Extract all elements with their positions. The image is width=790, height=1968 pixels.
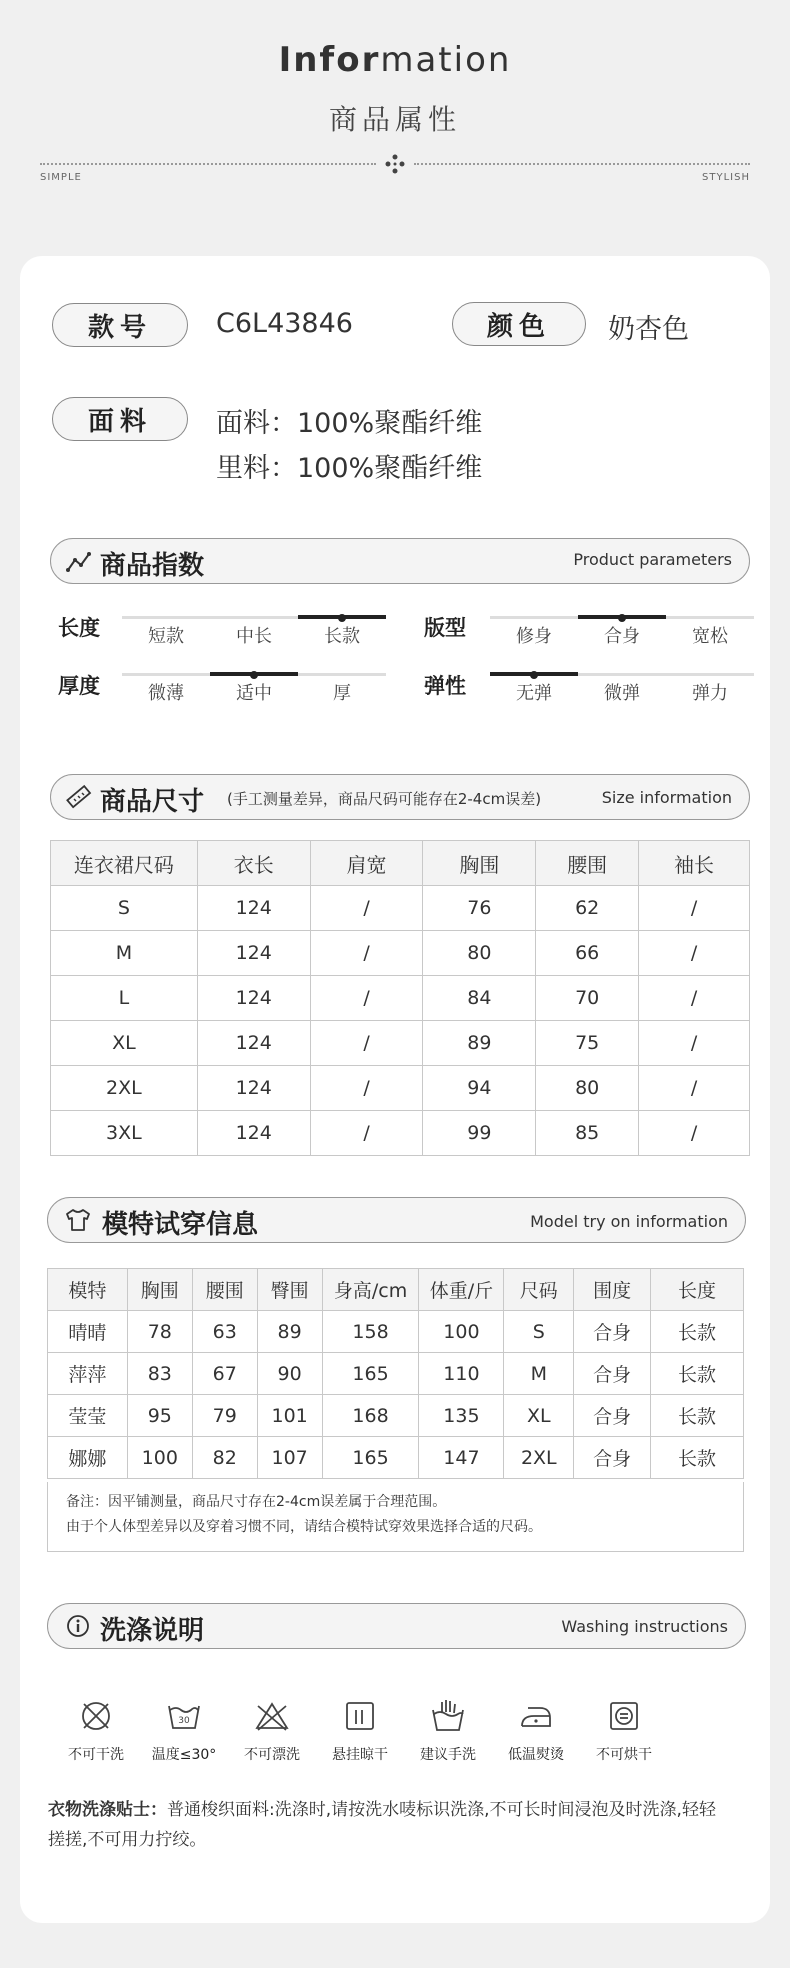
header-title-rest: mation — [380, 40, 512, 80]
param-marker — [338, 614, 346, 622]
washing-tip — [48, 1795, 758, 1855]
table-cell: 165 — [322, 1437, 419, 1479]
table-cell: 66 — [536, 931, 639, 976]
table-cell: / — [310, 976, 423, 1021]
header-left-tag: SIMPLE — [40, 172, 82, 183]
table-header-cell: 尺码 — [504, 1269, 574, 1311]
table-cell: 95 — [127, 1395, 192, 1437]
table-row — [48, 1395, 744, 1437]
table-cell: 76 — [423, 886, 536, 931]
style-no-label: 款号 — [52, 303, 188, 347]
size-title: 商品尺寸 — [100, 787, 205, 817]
color-value: 奶杏色 — [608, 314, 689, 345]
table-cell: 合身 — [574, 1395, 651, 1437]
header-title — [0, 40, 790, 80]
param-option: 弹力 — [692, 683, 728, 704]
table-header-cell: 围度 — [574, 1269, 651, 1311]
table-cell: 2XL — [51, 1066, 198, 1111]
low-iron-icon — [516, 1696, 556, 1736]
washing-item — [316, 1696, 404, 1764]
table-cell: 萍萍 — [48, 1353, 128, 1395]
table-cell: 80 — [536, 1066, 639, 1111]
table-header-cell: 胸围 — [127, 1269, 192, 1311]
table-cell: 长款 — [651, 1437, 744, 1479]
param-option: 厚 — [333, 683, 351, 704]
table-cell: 合身 — [574, 1353, 651, 1395]
washing-item — [228, 1696, 316, 1764]
table-cell: XL — [51, 1021, 198, 1066]
size-en: Size information — [601, 788, 732, 807]
washing-item-label: 不可漂洗 — [244, 1747, 300, 1763]
table-cell: / — [639, 1066, 750, 1111]
table-cell: 124 — [197, 1021, 310, 1066]
table-header-cell: 腰围 — [192, 1269, 257, 1311]
params-title: 商品指数 — [100, 551, 205, 581]
table-cell: 147 — [419, 1437, 504, 1479]
table-cell: 2XL — [504, 1437, 574, 1479]
model-notes — [47, 1482, 744, 1552]
info-icon — [66, 1614, 90, 1638]
hand-wash-icon — [428, 1696, 468, 1736]
table-cell: / — [639, 1111, 750, 1156]
table-row — [48, 1353, 744, 1395]
table-cell: 75 — [536, 1021, 639, 1066]
table-cell: 长款 — [651, 1353, 744, 1395]
table-cell: 63 — [192, 1311, 257, 1353]
shirt-icon — [64, 1208, 92, 1232]
washing-title: 洗涤说明 — [100, 1616, 205, 1646]
table-cell: XL — [504, 1395, 574, 1437]
table-cell: 124 — [197, 1111, 310, 1156]
table-cell: 84 — [423, 976, 536, 1021]
washing-item-label: 温度≤30° — [151, 1747, 217, 1763]
param-option: 短款 — [148, 626, 184, 647]
table-cell: 67 — [192, 1353, 257, 1395]
model-note-1: 备注：因平铺测量，商品尺寸存在2-4cm误差属于合理范围。 — [66, 1494, 447, 1510]
header-right-tag: STYLISH — [702, 172, 750, 183]
fabric-label: 面料 — [52, 397, 188, 441]
washing-item-label: 不可干洗 — [68, 1747, 124, 1763]
table-header-cell: 长度 — [651, 1269, 744, 1311]
table-row — [48, 1437, 744, 1479]
model-table — [47, 1268, 744, 1479]
param-label: 厚度 — [58, 674, 100, 698]
table-cell: 99 — [423, 1111, 536, 1156]
wash-30-icon — [164, 1696, 204, 1736]
table-cell: / — [310, 1021, 423, 1066]
size-note: (手工测量差异，商品尺码可能存在2-4cm误差) — [227, 790, 542, 808]
table-cell: S — [504, 1311, 574, 1353]
table-cell: S — [51, 886, 198, 931]
table-cell: 101 — [257, 1395, 322, 1437]
divider-left — [40, 163, 376, 165]
param-option: 微薄 — [148, 683, 184, 704]
param-label: 版型 — [424, 616, 466, 640]
table-cell: 合身 — [574, 1311, 651, 1353]
table-header-cell: 臀围 — [257, 1269, 322, 1311]
table-row — [51, 1111, 750, 1156]
model-note-2: 由于个人体型差异以及穿着习惯不同，请结合模特试穿效果选择合适的尺码。 — [66, 1519, 542, 1535]
table-row — [51, 976, 750, 1021]
fabric-lining: 里料：100%聚酯纤维 — [216, 453, 483, 484]
table-cell: / — [639, 976, 750, 1021]
ornament-icon — [383, 152, 407, 176]
table-cell: 晴晴 — [48, 1311, 128, 1353]
table-cell: 85 — [536, 1111, 639, 1156]
fabric-outer: 面料：100%聚酯纤维 — [216, 408, 483, 439]
param-option: 中长 — [236, 626, 272, 647]
table-cell: M — [51, 931, 198, 976]
svg-text:30: 30 — [178, 1716, 190, 1726]
ruler-icon — [66, 784, 92, 810]
table-cell: L — [51, 976, 198, 1021]
table-cell: 100 — [419, 1311, 504, 1353]
table-cell: 89 — [257, 1311, 322, 1353]
table-header-row — [51, 841, 750, 886]
size-table — [50, 840, 750, 1156]
table-cell: 83 — [127, 1353, 192, 1395]
table-cell: 80 — [423, 931, 536, 976]
divider-right — [414, 163, 750, 165]
header-subtitle: 商品属性 — [328, 103, 461, 136]
no-bleach-icon — [252, 1696, 292, 1736]
table-cell: / — [310, 1111, 423, 1156]
table-cell: 长款 — [651, 1395, 744, 1437]
table-cell: 100 — [127, 1437, 192, 1479]
table-header-cell: 模特 — [48, 1269, 128, 1311]
param-option: 微弹 — [604, 683, 640, 704]
style-no-value: C6L43846 — [216, 308, 353, 339]
washing-item — [140, 1696, 228, 1764]
table-row — [48, 1311, 744, 1353]
model-en: Model try on information — [530, 1212, 728, 1231]
table-cell: 124 — [197, 1066, 310, 1111]
washing-item — [492, 1696, 580, 1764]
washing-item-label: 不可烘干 — [596, 1747, 652, 1763]
table-header-row — [48, 1269, 744, 1311]
washing-item — [580, 1696, 668, 1764]
table-cell: 135 — [419, 1395, 504, 1437]
table-cell: 70 — [536, 976, 639, 1021]
table-cell: 3XL — [51, 1111, 198, 1156]
table-row — [51, 931, 750, 976]
washing-tip-line1: 普通梭织面料:洗涤时,请按洗水唛标识洗涤,不可长时间浸泡及时洗涤,轻轻 — [167, 1800, 716, 1820]
table-cell: / — [310, 1066, 423, 1111]
table-cell: 107 — [257, 1437, 322, 1479]
param-option: 修身 — [516, 626, 552, 647]
washing-item — [52, 1696, 140, 1764]
param-groups — [0, 0, 790, 1]
param-label: 长度 — [58, 616, 100, 640]
table-cell: M — [504, 1353, 574, 1395]
washing-item — [404, 1696, 492, 1764]
table-header-cell: 胸围 — [423, 841, 536, 886]
param-marker — [530, 671, 538, 679]
table-header-cell: 肩宽 — [310, 841, 423, 886]
washing-en: Washing instructions — [561, 1617, 728, 1636]
param-option: 宽松 — [692, 626, 728, 647]
table-cell: / — [639, 886, 750, 931]
table-cell: / — [639, 1021, 750, 1066]
washing-tip-line2: 搓搓,不可用力拧绞。 — [48, 1830, 207, 1850]
table-header-cell: 连衣裙尺码 — [51, 841, 198, 886]
table-cell: 124 — [197, 886, 310, 931]
no-tumble-dry-icon — [604, 1696, 644, 1736]
table-cell: 合身 — [574, 1437, 651, 1479]
hang-dry-icon — [340, 1696, 380, 1736]
table-cell: 158 — [322, 1311, 419, 1353]
trend-icon — [66, 550, 92, 574]
table-cell: 90 — [257, 1353, 322, 1395]
table-cell: / — [639, 931, 750, 976]
model-title: 模特试穿信息 — [102, 1210, 259, 1240]
table-cell: 168 — [322, 1395, 419, 1437]
table-cell: 79 — [192, 1395, 257, 1437]
table-cell: 89 — [423, 1021, 536, 1066]
params-en: Product parameters — [573, 550, 732, 569]
table-cell: / — [310, 931, 423, 976]
washing-item-label: 低温熨烫 — [508, 1747, 564, 1763]
table-header-cell: 体重/斤 — [419, 1269, 504, 1311]
table-cell: 124 — [197, 931, 310, 976]
washing-item-label: 悬挂晾干 — [332, 1747, 388, 1763]
param-option: 长款 — [324, 626, 360, 647]
table-cell: 82 — [192, 1437, 257, 1479]
table-cell: 长款 — [651, 1311, 744, 1353]
table-cell: / — [310, 886, 423, 931]
table-cell: 94 — [423, 1066, 536, 1111]
param-option: 合身 — [604, 626, 640, 647]
table-row — [51, 886, 750, 931]
table-cell: 娜娜 — [48, 1437, 128, 1479]
param-label: 弹性 — [424, 674, 466, 698]
param-marker — [250, 671, 258, 679]
table-row — [51, 1021, 750, 1066]
table-cell: 78 — [127, 1311, 192, 1353]
header-title-bold: Infor — [278, 40, 381, 80]
washing-tip-label: 衣物洗涤贴士： — [48, 1800, 167, 1820]
table-header-cell: 袖长 — [639, 841, 750, 886]
table-cell: 165 — [322, 1353, 419, 1395]
param-option: 无弹 — [516, 683, 552, 704]
table-header-cell: 腰围 — [536, 841, 639, 886]
table-cell: 62 — [536, 886, 639, 931]
table-header-cell: 衣长 — [197, 841, 310, 886]
washing-icons — [52, 1696, 752, 1764]
color-label: 颜色 — [452, 302, 586, 346]
table-cell: 124 — [197, 976, 310, 1021]
table-header-cell: 身高/cm — [322, 1269, 419, 1311]
no-dry-clean-icon — [76, 1696, 116, 1736]
param-marker — [618, 614, 626, 622]
table-cell: 莹莹 — [48, 1395, 128, 1437]
table-cell: 110 — [419, 1353, 504, 1395]
table-row — [51, 1066, 750, 1111]
param-option: 适中 — [236, 683, 272, 704]
washing-item-label: 建议手洗 — [420, 1747, 476, 1763]
